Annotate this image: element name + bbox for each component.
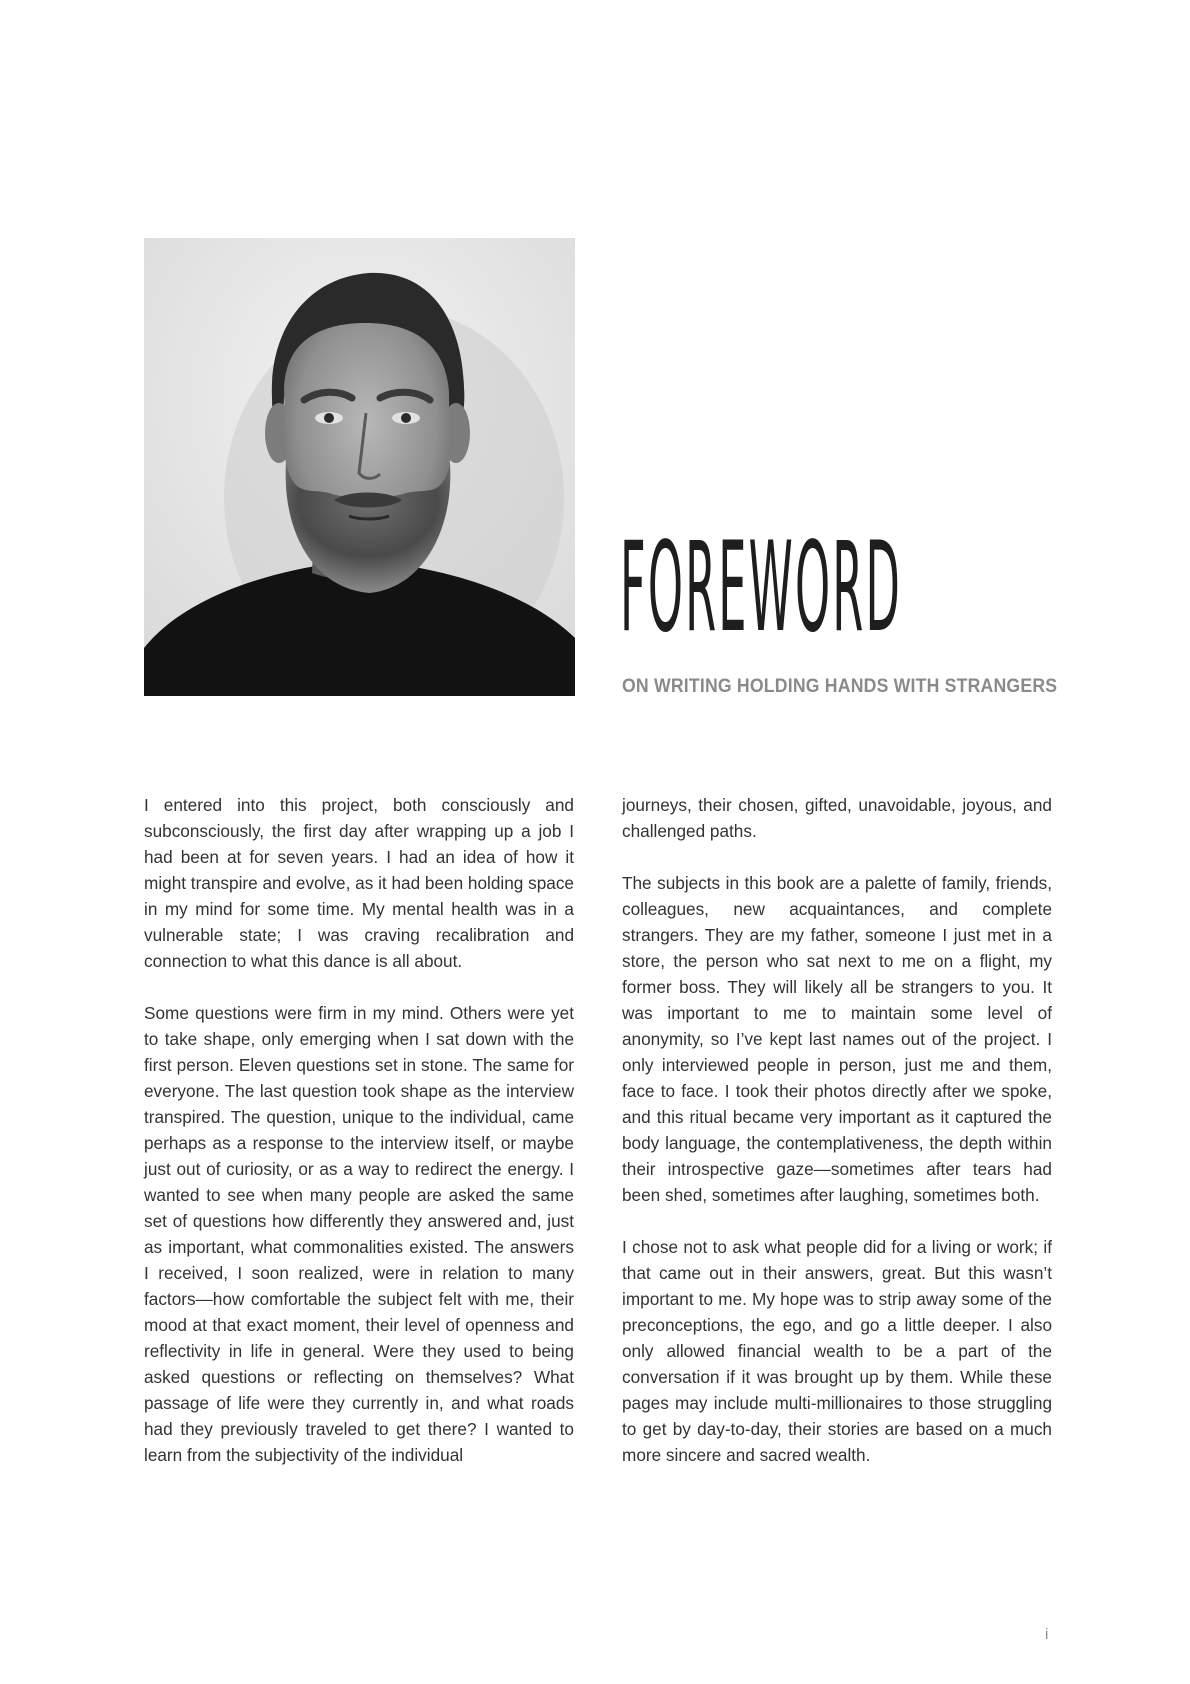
portrait-photo-icon bbox=[144, 238, 575, 696]
page-subtitle: ON WRITING HOLDING HANDS WITH STRANGERS bbox=[622, 676, 1058, 697]
right-text-column bbox=[622, 792, 1052, 1494]
paragraph: I chose not to ask what people did for a living or work; if that came out in their answers, great. But this wasn’t important to me. My hope was to strip away some of the preconceptions, the ego, and go a little deeper. I also only allowed financial wealth to be a part of the conversation if it was brought up by them. While these pages may include multi-millionaires to those struggling to get by day-to-day, their stories are based on a much more sincere and sacred wealth. bbox=[622, 1237, 1052, 1465]
paragraph: journeys, their chosen, gifted, unavoidable, joyous, and challenged paths. bbox=[622, 795, 1052, 841]
paragraph: The subjects in this book are a palette of family, friends, colleagues, new acquaintances, and complete strangers. They are my father, someone I just met in a store, the person who sat next to me on a flight, my former boss. They will likely all be strangers to you. It was important to me to maintain some level of anonymity, so I’ve kept last names out of the project. I only interviewed people in person, just me and them, face to face. I took their photos directly after we spoke, and this ritual became very important as it captured the body language, the contemplativeness, the depth within their introspective gaze—sometimes after tears had been shed, sometimes after laughing, sometimes both. bbox=[622, 873, 1052, 1205]
paragraph: I entered into this project, both consciously and subconsciously, the first day after wrapping up a job I had been at for seven years. I had an idea of how it might transpire and evolve, as it had been holding space in my mind for some time. My mental health was in a vulnerable state; I was craving recalibration and connection to what this dance is all about. bbox=[144, 795, 574, 971]
portrait-photo bbox=[144, 238, 575, 696]
page-title: FOREWORD bbox=[620, 516, 902, 660]
left-text-column bbox=[144, 792, 574, 1494]
paragraph: Some questions were firm in my mind. Others were yet to take shape, only emerging when I sat down with the first person. Eleven questions set in stone. The same for everyone. The last question took shape as the interview transpired. The question, unique to the individual, came perhaps as a response to the interview itself, or maybe just out of curiosity, or as a way to redirect the energy. I wanted to see when many people are asked the same set of questions how differently they answered and, just as important, what commonalities existed. The answers I received, I soon realized, were in relation to many factors—how comfortable the subject felt with me, their mood at that exact moment, their level of openness and reflectivity in life in general. Were they used to being asked questions or reflecting on themselves? What passage of life were they currently in, and what roads had they previously traveled to get there? I wanted to learn from the subjectivity of the individual bbox=[144, 1003, 574, 1465]
page-number: i bbox=[1045, 1626, 1049, 1643]
